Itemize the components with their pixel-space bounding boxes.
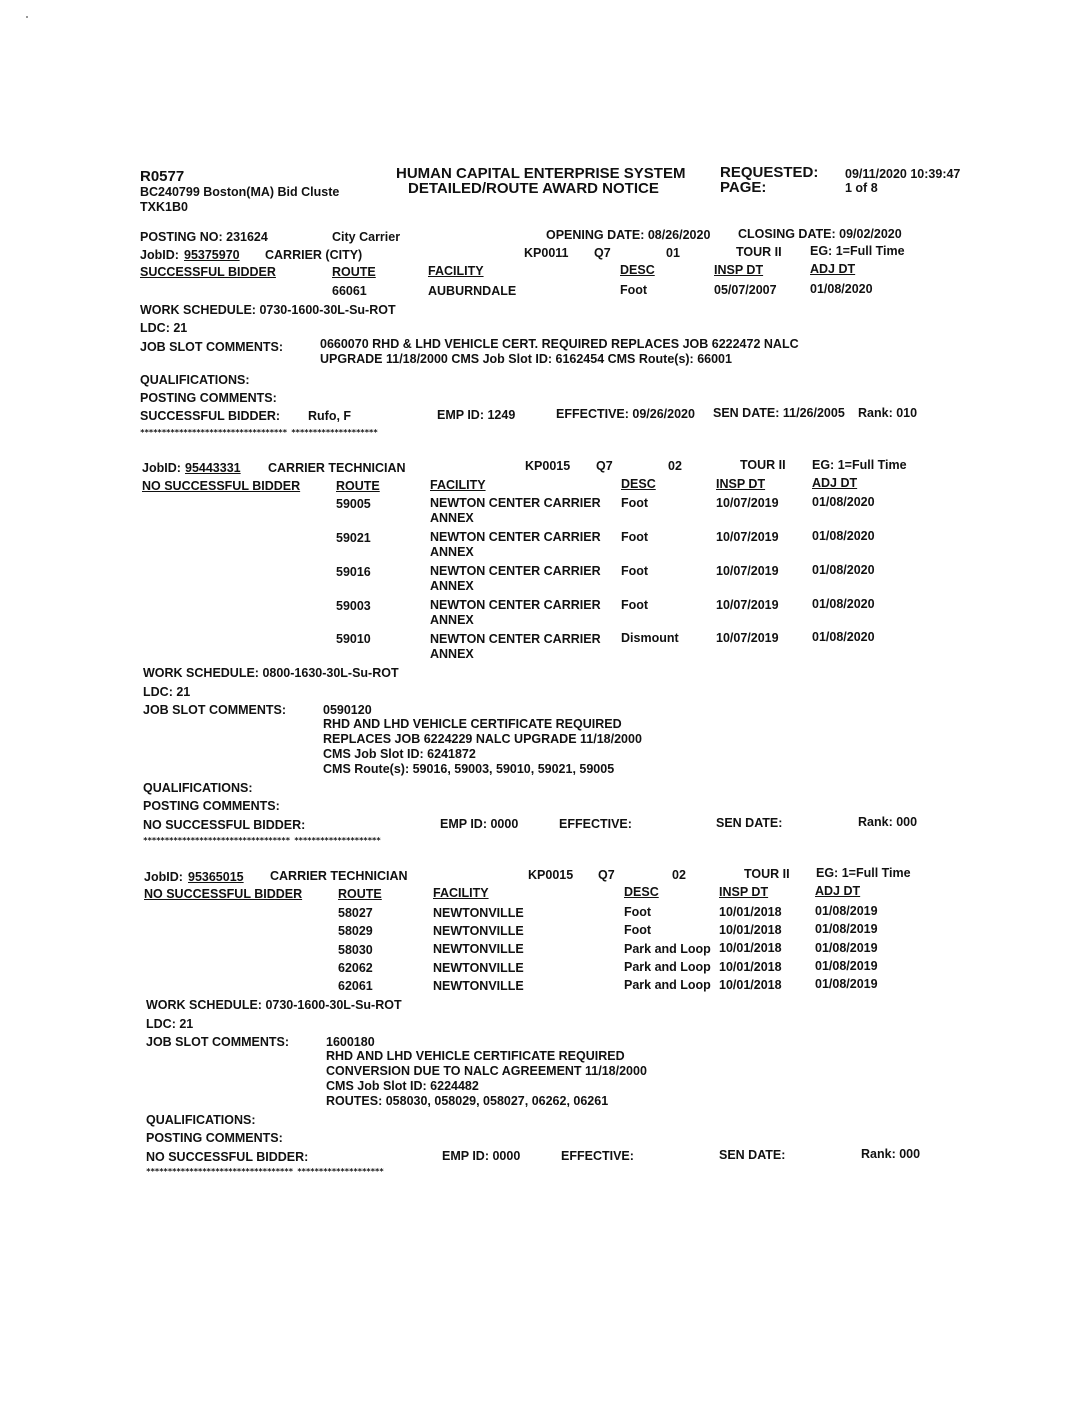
job-slot-comment-line: RHD AND LHD VEHICLE CERTIFICATE REQUIRED — [323, 717, 622, 731]
adj-dt-cell: 01/08/2020 — [812, 630, 875, 644]
facility-cell: NEWTONVILLE — [433, 906, 524, 920]
ldc: LDC: 21 — [143, 685, 191, 699]
job-id: 95375970 — [184, 248, 240, 262]
bidder-header: SUCCESSFUL BIDDER — [140, 265, 276, 279]
job-slot-comments-label: JOB SLOT COMMENTS: — [140, 340, 284, 354]
route-cell: 62062 — [338, 961, 373, 975]
scan-speck — [26, 16, 28, 18]
desc-cell: Park and Loop — [624, 978, 711, 992]
posting-number: POSTING NO: 231624 — [140, 230, 268, 244]
col-insp-dt: INSP DT — [716, 477, 766, 491]
job-id-label: JobID: — [140, 248, 179, 262]
effective-date: EFFECTIVE: — [561, 1149, 634, 1163]
route-cell: 66061 — [332, 284, 367, 298]
col-insp-dt: INSP DT — [719, 885, 769, 899]
seniority-date: SEN DATE: — [716, 816, 783, 830]
route-cell: 59010 — [336, 632, 371, 646]
route-cell: 59016 — [336, 565, 371, 579]
col-route: ROUTE — [338, 887, 382, 901]
qualifications-label: QUALIFICATIONS: — [143, 781, 253, 795]
col-route: ROUTE — [332, 265, 376, 279]
posting-comments-label: POSTING COMMENTS: — [140, 391, 277, 405]
col-desc: DESC — [624, 885, 659, 899]
facility-cell: NEWTON CENTER CARRIER — [430, 530, 601, 544]
page-value: 1 of 8 — [845, 181, 878, 195]
effective-date: EFFECTIVE: — [559, 817, 632, 831]
emp-id: EMP ID: 1249 — [437, 408, 516, 422]
desc-cell: Foot — [624, 923, 652, 937]
adj-dt-cell: 01/08/2020 — [810, 282, 873, 296]
adj-dt-cell: 01/08/2019 — [815, 922, 878, 936]
job-slot-comment-line: UPGRADE 11/18/2000 CMS Job Slot ID: 6162454 CMS Route(s): 66001 — [320, 352, 732, 366]
insp-dt-cell: 10/07/2019 — [716, 631, 779, 645]
insp-dt-cell: 10/07/2019 — [716, 530, 779, 544]
rank: Rank: 000 — [861, 1147, 921, 1161]
insp-dt-cell: 10/07/2019 — [716, 598, 779, 612]
separator-line: ********************************** ******************** — [143, 836, 381, 845]
facility-cell: NEWTONVILLE — [433, 942, 524, 956]
insp-dt-cell: 05/07/2007 — [714, 283, 777, 297]
ldc: LDC: 21 — [140, 321, 188, 335]
work-schedule: WORK SCHEDULE: 0730-1600-30L-Su-ROT — [140, 303, 396, 317]
job-kp: KP0015 — [525, 459, 571, 473]
desc-cell: Foot — [621, 564, 649, 578]
job-id: 95365015 — [188, 870, 244, 884]
col-facility: FACILITY — [430, 478, 486, 492]
desc-cell: Foot — [621, 496, 649, 510]
insp-dt-cell: 10/01/2018 — [719, 941, 782, 955]
report-code: TXK1B0 — [140, 200, 188, 214]
adj-dt-cell: 01/08/2020 — [812, 563, 875, 577]
adj-dt-cell: 01/08/2020 — [812, 597, 875, 611]
rank: Rank: 000 — [858, 815, 918, 829]
route-cell: 59005 — [336, 497, 371, 511]
job-q: Q7 — [594, 246, 611, 260]
desc-cell: Foot — [624, 905, 652, 919]
facility-cell: AUBURNDALE — [428, 284, 517, 298]
facility-cell-line2: ANNEX — [430, 613, 474, 627]
route-cell: 58027 — [338, 906, 373, 920]
seniority-date: SEN DATE: 11/26/2005 — [713, 406, 845, 420]
qualifications-label: QUALIFICATIONS: — [146, 1113, 256, 1127]
job-id-label: JobID: — [142, 461, 181, 475]
rank: Rank: 010 — [858, 406, 918, 420]
facility-cell: NEWTON CENTER CARRIER — [430, 598, 601, 612]
job-slot-comment-line: 0590120 — [323, 703, 372, 717]
closing-date: CLOSING DATE: 09/02/2020 — [738, 227, 902, 241]
col-adj-dt: ADJ DT — [812, 476, 858, 490]
route-cell: 59021 — [336, 531, 371, 545]
col-adj-dt: ADJ DT — [815, 884, 861, 898]
report-id: R0577 — [140, 168, 185, 185]
job-id-label: JobID: — [144, 870, 183, 884]
job-slot-comment-line: CMS Route(s): 59016, 59003, 59010, 59021, 59005 — [323, 762, 615, 776]
no-successful-bidder-label: NO SUCCESSFUL BIDDER: — [143, 818, 306, 832]
job-eg: EG: 1=Full Time — [810, 244, 905, 258]
col-insp-dt: INSP DT — [714, 263, 764, 277]
insp-dt-cell: 10/01/2018 — [719, 905, 782, 919]
desc-cell: Park and Loop — [624, 960, 711, 974]
separator-line: ********************************** ******************** — [146, 1167, 384, 1176]
insp-dt-cell: 10/07/2019 — [716, 564, 779, 578]
job-tour: TOUR II — [744, 867, 790, 881]
adj-dt-cell: 01/08/2019 — [815, 977, 878, 991]
job-slot-comment-line: CMS Job Slot ID: 6224482 — [326, 1079, 479, 1093]
bidder-header: NO SUCCESSFUL BIDDER — [142, 479, 301, 493]
job-slot-comment-line: CONVERSION DUE TO NALC AGREEMENT 11/18/2000 — [326, 1064, 647, 1078]
desc-cell: Park and Loop — [624, 942, 711, 956]
job-tour: TOUR II — [740, 458, 786, 472]
insp-dt-cell: 10/01/2018 — [719, 978, 782, 992]
col-route: ROUTE — [336, 479, 380, 493]
seniority-date: SEN DATE: — [719, 1148, 786, 1162]
job-id: 95443331 — [185, 461, 241, 475]
adj-dt-cell: 01/08/2019 — [815, 904, 878, 918]
facility-cell: NEWTON CENTER CARRIER — [430, 564, 601, 578]
facility-cell-line2: ANNEX — [430, 511, 474, 525]
report-subtitle: DETAILED/ROUTE AWARD NOTICE — [408, 180, 659, 197]
posting-comments-label: POSTING COMMENTS: — [146, 1131, 283, 1145]
facility-cell: NEWTONVILLE — [433, 961, 524, 975]
job-q: Q7 — [598, 868, 615, 882]
adj-dt-cell: 01/08/2019 — [815, 959, 878, 973]
job-slot-comment-line: REPLACES JOB 6224229 NALC UPGRADE 11/18/2000 — [323, 732, 642, 746]
effective-date: EFFECTIVE: 09/26/2020 — [556, 407, 695, 421]
desc-cell: Foot — [621, 530, 649, 544]
work-schedule: WORK SCHEDULE: 0730-1600-30L-Su-ROT — [146, 998, 402, 1012]
requested-label: REQUESTED: — [720, 164, 819, 181]
col-facility: FACILITY — [433, 886, 489, 900]
emp-id: EMP ID: 0000 — [442, 1149, 521, 1163]
desc-cell: Foot — [621, 598, 649, 612]
adj-dt-cell: 01/08/2019 — [815, 941, 878, 955]
ldc: LDC: 21 — [146, 1017, 194, 1031]
insp-dt-cell: 10/01/2018 — [719, 923, 782, 937]
job-slot-comment-line: 0660070 RHD & LHD VEHICLE CERT. REQUIRED REPLACES JOB 6222472 NALC — [320, 337, 799, 351]
job-level: 02 — [668, 459, 682, 473]
job-slot-comment-line: RHD AND LHD VEHICLE CERTIFICATE REQUIRED — [326, 1049, 625, 1063]
bidder-header: NO SUCCESSFUL BIDDER — [144, 887, 303, 901]
bid-cluster: BC240799 Boston(MA) Bid Cluste — [140, 185, 340, 199]
posting-comments-label: POSTING COMMENTS: — [143, 799, 280, 813]
job-eg: EG: 1=Full Time — [816, 866, 911, 880]
report-title: HUMAN CAPITAL ENTERPRISE SYSTEM — [396, 165, 686, 182]
job-title: CARRIER (CITY) — [265, 248, 363, 262]
opening-date: OPENING DATE: 08/26/2020 — [546, 228, 711, 242]
emp-id: EMP ID: 0000 — [440, 817, 519, 831]
separator-line: ********************************** ******************** — [140, 428, 378, 437]
col-adj-dt: ADJ DT — [810, 262, 856, 276]
insp-dt-cell: 10/07/2019 — [716, 496, 779, 510]
desc-cell: Dismount — [621, 631, 679, 645]
job-level: 02 — [672, 868, 686, 882]
route-cell: 62061 — [338, 979, 373, 993]
facility-cell: NEWTONVILLE — [433, 979, 524, 993]
col-facility: FACILITY — [428, 264, 484, 278]
job-slot-comments-label: JOB SLOT COMMENTS: — [146, 1035, 290, 1049]
adj-dt-cell: 01/08/2020 — [812, 495, 875, 509]
route-cell: 58030 — [338, 943, 373, 957]
job-tour: TOUR II — [736, 245, 782, 259]
bidder-name: Rufo, F — [308, 409, 352, 423]
route-cell: 58029 — [338, 924, 373, 938]
work-schedule: WORK SCHEDULE: 0800-1630-30L-Su-ROT — [143, 666, 399, 680]
job-slot-comment-line: CMS Job Slot ID: 6241872 — [323, 747, 476, 761]
job-kp: KP0011 — [524, 246, 569, 260]
adj-dt-cell: 01/08/2020 — [812, 529, 875, 543]
job-eg: EG: 1=Full Time — [812, 458, 907, 472]
col-desc: DESC — [620, 263, 655, 277]
job-title: CARRIER TECHNICIAN — [268, 461, 406, 475]
facility-cell-line2: ANNEX — [430, 647, 474, 661]
facility-cell: NEWTONVILLE — [433, 924, 524, 938]
posting-craft: City Carrier — [332, 230, 401, 244]
qualifications-label: QUALIFICATIONS: — [140, 373, 250, 387]
insp-dt-cell: 10/01/2018 — [719, 960, 782, 974]
col-desc: DESC — [621, 477, 656, 491]
requested-value: 09/11/2020 10:39:47 — [845, 167, 961, 181]
job-slot-comment-line: 1600180 — [326, 1035, 375, 1049]
no-successful-bidder-label: NO SUCCESSFUL BIDDER: — [146, 1150, 309, 1164]
page-label: PAGE: — [720, 179, 767, 196]
facility-cell: NEWTON CENTER CARRIER — [430, 496, 601, 510]
job-level: 01 — [666, 246, 680, 260]
desc-cell: Foot — [620, 283, 648, 297]
job-kp: KP0015 — [528, 868, 574, 882]
successful-bidder-label: SUCCESSFUL BIDDER: — [140, 409, 281, 423]
job-slot-comments-label: JOB SLOT COMMENTS: — [143, 703, 287, 717]
route-cell: 59003 — [336, 599, 371, 613]
facility-cell: NEWTON CENTER CARRIER — [430, 632, 601, 646]
facility-cell-line2: ANNEX — [430, 545, 474, 559]
job-title: CARRIER TECHNICIAN — [270, 869, 408, 883]
job-slot-comment-line: ROUTES: 058030, 058029, 058027, 06262, 06261 — [326, 1094, 609, 1108]
job-q: Q7 — [596, 459, 613, 473]
facility-cell-line2: ANNEX — [430, 579, 474, 593]
